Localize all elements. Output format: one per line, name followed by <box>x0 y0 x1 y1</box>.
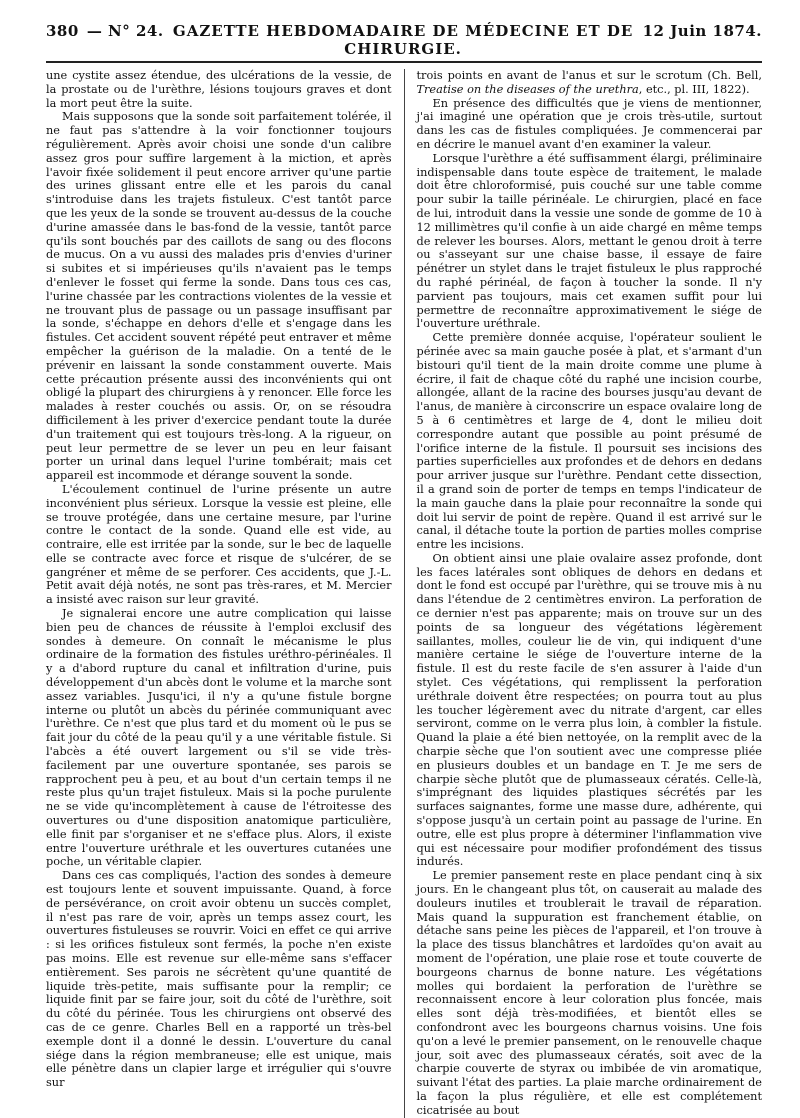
page-number: 380 <box>46 22 79 40</box>
paragraph: Lorsque l'urèthre a été suffisamment élargi, préliminaire indispensable dans toute espèce de traitement, le malade doit être chloroformisé, puis couché sur une table comme pour subir la taille périnéale. Le chirurgien, placé en face de lui, introduit dans la vessie une sonde de gomme de 10 à 12 millimètres qu'il confie à un aide chargé en même temps de relever les bourses. Alors, mettant le genou droit à terre ou s'asseyant sur une chaise basse, il essaye de faire pénétrer un stylet dans le trajet fistuleux le plus rapproché du raphé périnéal, de façon à toucher la sonde. Il n'y parvient pas toujours, mais cet examen suffit pour lui permettre de reconnaître approximativement le siége de l'ouverture uréthrale. <box>416 151 762 331</box>
text-columns <box>46 69 762 1118</box>
paragraph: Dans ces cas compliqués, l'action des sondes à demeure est toujours lente et souvent impuissante. Quand, à force de persévérance, on croit avoir obtenu un succès complet, il n'est pas rare de voir, après un temps assez court, les ouvertures fistuleuses se rouvrir. Voici en effet ce qui arrive : si les orifices fistuleux sont fermés, la poche n'en existe pas moins. Elle est revenue sur elle-même sans s'effacer entièrement. Ses parois ne sécrètent qu'une quantité de liquide très-petite, mais suffisante pour la remplir; ce liquide finit par se faire jour, soit du côté de l'urèthre, soit du côté du périnée. Tous les chirurgiens ont observé des cas de ce genre. Charles Bell en a rapporté un très-bel exemple dont il a donné le dessin. L'ouverture du canal siége dans la région membraneuse; elle est unique, mais elle pénètre dans un clapier large et irrégulier qui s'ouvre sur <box>46 869 392 1090</box>
journal-title: GAZETTE HEBDOMADAIRE DE MÉDECINE ET DE CHIRURGIE. <box>172 22 634 58</box>
paragraph: On obtient ainsi une plaie ovalaire assez profonde, dont les faces latérales sont obliques de dehors en dedans et dont le fond est occupé par l'urèthre, qui se trouve mis à nu dans l'étendue de 2 centimètres environ. La perforation de ce dernier n'est pas apparente; mais on trouve sur un des points de sa longueur des végétations légèrement saillantes, molles, couleur lie de vin, qui indiquent d'une manière certaine le siége de l'ouverture interne de la fistule. Il est du reste facile de s'en assurer à l'aide d'un stylet. Ces végétations, qui remplissent la perforation uréthrale doivent être respectées; on pourra tout au plus les toucher légèrement avec du nitrate d'argent, car elles serviront, comme on le verra plus loin, à combler la fistule. Quand la plaie a été bien nettoyée, on la remplit avec de la charpie sèche que l'on soutient avec une compresse pliée en plusieurs doubles et un bandage en T. Je me sers de charpie sèche plutôt que de plumasseaux cératés. Celle-là, s'imprégnant des liquides plastiques sécrétés par les surfaces saignantes, forme une masse dure, adhérente, qui s'oppose jusqu'à un certain point au passage de l'urine. En outre, elle est plus propre à déterminer l'inflammation vive qui est nécessaire pour modifier profondément des tissus indurés. <box>416 551 762 869</box>
paragraph: L'écoulement continuel de l'urine présente un autre inconvénient plus sérieux. Lorsque la vessie est pleine, elle se trouve protégée, dans une certaine mesure, par l'urine contre le contact de la sonde. Quand elle est vide, au contraire, elle est irritée par la sonde, sur le bec de laquelle elle se contracte avec force et risque de s'ulcérer, de se gangréner et même de se perforer. Ces accidents, que J.-L. Petit avait déjà notés, ne sont pas très-rares, et M. Mercier a insisté avec raison sur leur gravité. <box>46 482 392 607</box>
left-column <box>46 69 392 1118</box>
paragraph: Mais supposons que la sonde soit parfaitement tolérée, il ne faut pas s'attendre à la voir fonctionner toujours régulièrement. Après avoir choisi une sonde d'un calibre assez gros pour suffire largement à la miction, et après l'avoir fixée solidement il peut encore arriver qu'une partie des urines glissant entre elle et les parois du canal s'introduise dans les trajets fistuleux. C'est tantôt parce que les yeux de la sonde se trouvent au-dessus de la couche d'urine amassée dans le bas-fond de la vessie, tantôt parce qu'ils sont bouchés par des caillots de sang ou des flocons de mucus. On a vu aussi des malades pris d'envies d'uriner si subites et si impérieuses qu'ils n'avaient pas le temps d'enlever le fosset qui ferme la sonde. Dans tous ces cas, l'urine chassée par les contractions violentes de la vessie et ne trouvant plus de passage ou un passage insuffisant par la sonde, s'échappe en dehors d'elle et s'engage dans les fistules. Cet accident souvent répété peut entraver et même empêcher la guérison de la maladie. On a tenté de le prévenir en laissant la sonde constamment ouverte. Mais cette précaution présente aussi des inconvénients qui ont obligé la plupart des chirurgiens à y renoncer. Elle force les malades à rester couchés ou assis. Or, on se résoudra difficilement à les priver d'exercice pendant toute la durée d'un traitement qui est toujours très-long. A la rigueur, on peut leur permettre de se lever un peu en leur faisant porter un urinal dans lequel l'urine tombérait; mais cet appareil est incommode et dérange souvent la sonde. <box>46 110 392 483</box>
header-rule <box>46 61 762 63</box>
paragraph: Je signalerai encore une autre complication qui laisse bien peu de chances de réussite à l'emploi exclusif des sondes à demeure. On connaît le mécanisme le plus ordinaire de la formation des fistules uréthro-périnéales. Il y a d'abord rupture du canal et infiltration d'urine, puis développement d'un abcès dont le volume et la marche sont assez variables. Jusqu'ici, il n'y a qu'une fistule borgne interne ou plutôt un abcès du périnée communiquant avec l'urèthre. Ce n'est que plus tard et du moment où le pus se fait jour du côté de la peau qu'il y a une véritable fistule. Si l'abcès a été ouvert largement ou s'il se vide très-facilement par une ouverture spontanée, ses parois se rapprochent peu à peu, et au bout d'un certain temps il ne reste plus qu'un trajet fistuleux. Mais si la poche purulente ne se vide qu'incomplètement à cause de l'étroitesse des ouvertures ou d'une disposition anatomique particulière, elle finit par s'organiser et ne s'efface plus. Alors, il existe entre l'ouverture uréthrale et les ouvertures cutanées une poche, un véritable clapier. <box>46 607 392 869</box>
paragraph: une cystite assez étendue, des ulcérations de la vessie, de la prostate ou de l'urèthre, lésions toujours graves et dont la mort peut être la suite. <box>46 69 392 110</box>
issue-date: 12 Juin 1874. <box>642 22 762 40</box>
issue-number: — N° 24. <box>86 22 164 40</box>
paragraph: trois points en avant de l'anus et sur le scrotum (Ch. Bell, Treatise on the diseases of the urethra, etc., pl. III, 1822). <box>416 69 762 96</box>
paragraph: Le premier pansement reste en place pendant cinq à six jours. En le changeant plus tôt, on causerait au malade des douleurs inutiles et troublerait le travail de réparation. Mais quand la suppuration est franchement établie, on détache sans peine les pièces de l'appareil, et l'on trouve à la place des tissus blanchâtres et lardoïdes qu'on avait au moment de l'opération, une plaie rose et toute couverte de bourgeons charnus de bonne nature. Les végétations molles qui bordaient la perforation de l'urèthre se reconnaissent encore à leur coloration plus foncée, mais elles sont déjà très-modifiées, et bientôt elles se confondront avec les bourgeons charnus voisins. Une fois qu'on a levé le premier pansement, on le renouvelle chaque jour, soit avec des plumasseaux cératés, soit avec de la charpie couverte de styrax ou imbibée de vin aromatique, suivant l'état des parties. La plaie marche ordinairement de la façon la plus régulière, et elle est complétement cicatrisée au bout <box>416 869 762 1117</box>
page-header <box>46 22 762 58</box>
column-divider <box>404 69 405 1118</box>
paragraph: En présence des difficultés que je viens de mentionner, j'ai imaginé une opération que je crois très-utile, surtout dans les cas de fistules compliquées. Je commencerai par en décrire le manuel avant d'en examiner la valeur. <box>416 96 762 151</box>
right-column <box>417 69 763 1118</box>
paragraph: Cette première donnée acquise, l'opérateur soulient le périnée avec sa main gauche posée à plat, et s'armant d'un bistouri qu'il tient de la main droite comme une plume à écrire, il fait de chaque côté du raphé une incision courbe, allongée, allant de la racine des bourses jusqu'au devant de l'anus, de manière à circonscrire un espace ovalaire long de 5 à 6 centimètres et large de 4, dont le milieu doit correspondre autant que possible au point présumé de l'orifice interne de la fistule. Il poursuit ses incisions des parties superficielles aux profondes et de dehors en dedans pour arriver jusque sur l'urèthre. Pendant cette dissection, il a grand soin de porter de temps en temps l'indicateur de la main gauche dans la plaie pour reconnaître la sonde qui doit lui servir de point de repère. Quand il est arrivé sur le canal, il détache toute la portion de parties molles comprise entre les incisions. <box>416 331 762 552</box>
